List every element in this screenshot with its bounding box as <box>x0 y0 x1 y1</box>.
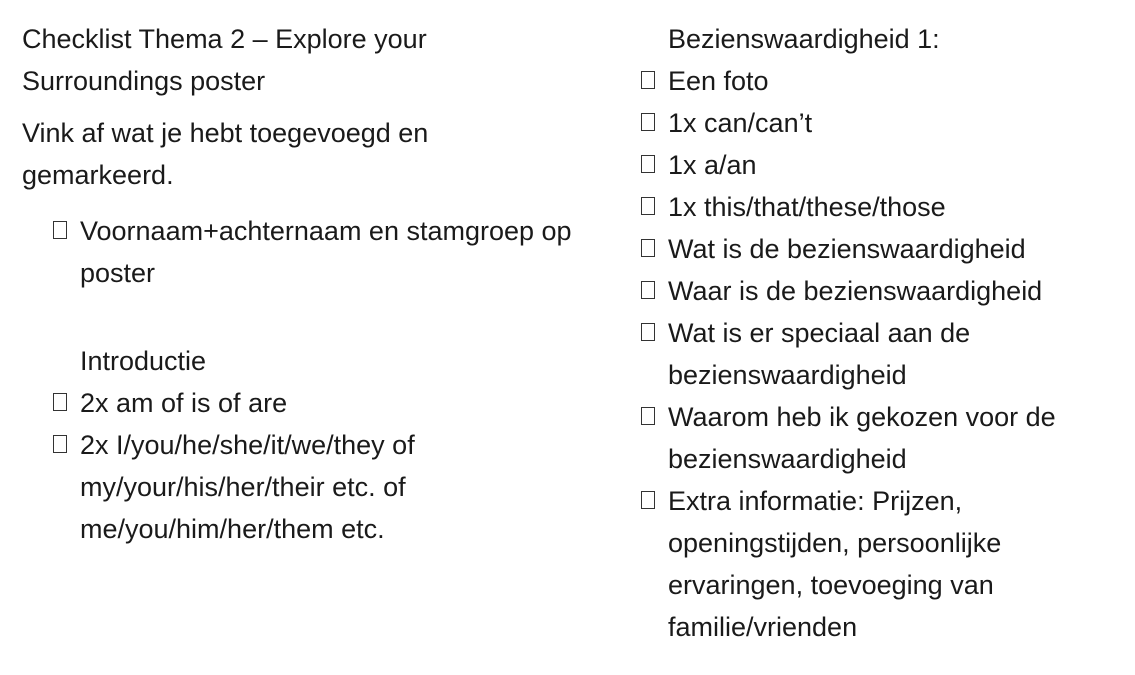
instruction-text: Vink af wat je hebt toegevoegd en gemarkeerd. <box>22 118 429 190</box>
checkbox-icon[interactable] <box>52 424 80 466</box>
checklist-item <box>640 60 1120 102</box>
checklist-item-label: Waar is de bezienswaardigheid <box>668 276 1043 306</box>
checkbox-icon[interactable] <box>640 228 668 270</box>
checkbox-icon[interactable] <box>52 210 80 252</box>
section-heading-introductie: Introductie <box>80 346 207 376</box>
checklist-item <box>640 186 1120 228</box>
checkbox-icon[interactable] <box>640 480 668 522</box>
checklist-item-label: Wat is er speciaal aan de bezienswaardigheid <box>668 318 971 390</box>
checklist-item <box>52 424 582 550</box>
checkbox-icon[interactable] <box>640 144 668 186</box>
left-checklist <box>52 210 582 550</box>
checkbox-icon[interactable] <box>640 396 668 438</box>
checklist-item-label: Waarom heb ik gekozen voor de bezienswaardigheid <box>668 402 1056 474</box>
checklist-item-label: 1x a/an <box>668 150 757 180</box>
checklist-item-label: Voornaam+achternaam en stamgroep op poster <box>80 216 572 288</box>
checklist-item-label: 1x can/can’t <box>668 108 813 138</box>
checkbox-icon[interactable] <box>640 312 668 354</box>
section-heading-bezienswaardigheid: Bezienswaardigheid 1: <box>668 24 940 54</box>
checklist-item <box>52 382 582 424</box>
checklist-item <box>52 210 582 294</box>
checklist-item-label: Extra informatie: Prijzen, openingstijden, persoonlijke ervaringen, toevoeging van familie/vrienden <box>668 486 1002 642</box>
checkbox-icon[interactable] <box>640 102 668 144</box>
checkbox-icon[interactable] <box>640 186 668 228</box>
checklist-item-label: 2x I/you/he/she/it/we/they of my/your/his/her/their etc. of me/you/him/her/them etc. <box>80 430 415 544</box>
spacer <box>52 294 582 340</box>
checklist-item-label: 1x this/that/these/those <box>668 192 946 222</box>
checklist-item <box>640 144 1120 186</box>
checklist-item <box>640 480 1120 648</box>
checklist-item-label: 2x am of is of are <box>80 388 288 418</box>
checklist-item-label: Een foto <box>668 66 769 96</box>
checklist-item <box>640 270 1120 312</box>
checkbox-icon[interactable] <box>640 270 668 312</box>
checklist-item <box>640 396 1120 480</box>
checkbox-icon[interactable] <box>640 60 668 102</box>
left-column <box>22 18 582 550</box>
document-title: Checklist Thema 2 – Explore your Surroundings poster <box>22 24 427 96</box>
checkbox-icon[interactable] <box>52 382 80 424</box>
right-column <box>640 18 1120 648</box>
checklist-item <box>640 228 1120 270</box>
checklist-item <box>640 312 1120 396</box>
checklist-item <box>640 102 1120 144</box>
checklist-item-label: Wat is de bezienswaardigheid <box>668 234 1026 264</box>
